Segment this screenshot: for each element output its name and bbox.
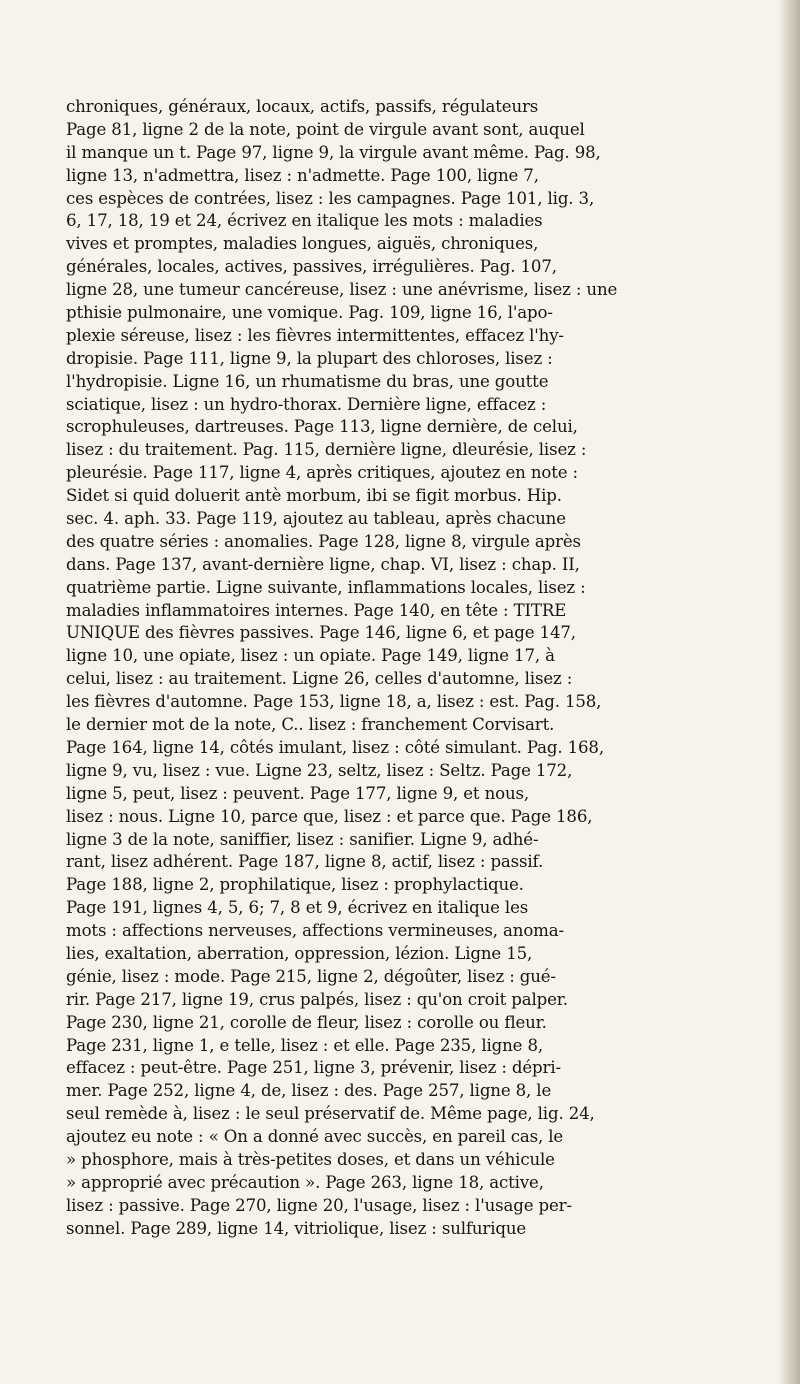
errata-line: » phosphore, mais à très-petites doses, et dans un véhicule [66, 1149, 555, 1169]
errata-line: ajoutez eu note : « On a donné avec succès, en pareil cas, le [66, 1127, 564, 1147]
errata-line: ligne 5, peut, lisez : peuvent. Page 177, ligne 9, et nous, [66, 783, 529, 803]
errata-line: Page 191, lignes 4, 5, 6; 7, 8 et 9, écrivez en italique les [66, 898, 529, 918]
errata-line: sciatique, lisez : un hydro-thorax. Dernière ligne, effacez : [66, 394, 547, 414]
page-edge-shadow [778, 0, 800, 1384]
errata-line: dropisie. Page 111, ligne 9, la plupart des chloroses, lisez : [66, 348, 553, 368]
errata-line: dans. Page 137, avant-dernière ligne, chap. VI, lisez : chap. II, [66, 554, 580, 574]
errata-line: seul remède à, lisez : le seul préservatif de. Même page, lig. 24, [66, 1104, 595, 1124]
errata-line: lisez : du traitement. Pag. 115, dernière ligne, dleurésie, lisez : [66, 440, 587, 460]
errata-line: Sidet si quid doluerit antè morbum, ibi se figit morbus. Hip. [66, 486, 562, 506]
errata-line: ces espèces de contrées, lisez : les campagnes. Page 101, lig. 3, [66, 188, 595, 208]
errata-line: Page 231, ligne 1, e telle, lisez : et elle. Page 235, ligne 8, [66, 1035, 543, 1055]
errata-line: vives et promptes, maladies longues, aiguës, chroniques, [66, 234, 539, 254]
errata-line: lies, exaltation, aberration, oppression, lézion. Ligne 15, [66, 943, 533, 963]
errata-line: plexie séreuse, lisez : les fièvres intermittentes, effacez l'hy- [66, 325, 564, 345]
errata-line: ligne 13, n'admettra, lisez : n'admette. Page 100, ligne 7, [66, 165, 539, 185]
errata-line: mots : affections nerveuses, affections vermineuses, anoma- [66, 921, 564, 941]
errata-line: le dernier mot de la note, C.. lisez : franchement Corvisart. [66, 715, 555, 735]
errata-line: UNIQUE des fièvres passives. Page 146, ligne 6, et page 147, [66, 623, 576, 643]
errata-line: l'hydropisie. Ligne 16, un rhumatisme du bras, une goutte [66, 371, 549, 391]
errata-line: rir. Page 217, ligne 19, crus palpés, lisez : qu'on croit palper. [66, 989, 568, 1009]
errata-line: lisez : passive. Page 270, ligne 20, l'usage, lisez : l'usage per- [66, 1195, 572, 1215]
errata-line: génie, lisez : mode. Page 215, ligne 2, dégoûter, lisez : gué- [66, 966, 556, 986]
errata-line: ligne 10, une opiate, lisez : un opiate. Page 149, ligne 17, à [66, 646, 555, 666]
errata-line: Page 81, ligne 2 de la note, point de virgule avant sont, auquel [66, 119, 585, 139]
errata-line: ligne 28, une tumeur cancéreuse, lisez : une anévrisme, lisez : une [66, 280, 618, 300]
errata-line: Page 164, ligne 14, côtés imulant, lisez : côté simulant. Pag. 168, [66, 737, 604, 757]
errata-line: maladies inflammatoires internes. Page 140, en tête : TITRE [66, 600, 567, 620]
errata-line: générales, locales, actives, passives, irrégulières. Pag. 107, [66, 257, 557, 277]
errata-line: sec. 4. aph. 33. Page 119, ajoutez au tableau, après chacune [66, 509, 566, 529]
errata-line: effacez : peut-être. Page 251, ligne 3, prévenir, lisez : dépri- [66, 1058, 561, 1078]
errata-line: Page 230, ligne 21, corolle de fleur, lisez : corolle ou fleur. [66, 1012, 547, 1032]
errata-line: lisez : nous. Ligne 10, parce que, lisez : et parce que. Page 186, [66, 806, 593, 826]
errata-line: celui, lisez : au traitement. Ligne 26, celles d'automne, lisez : [66, 669, 573, 689]
errata-line: scrophuleuses, dartreuses. Page 113, ligne dernière, de celui, [66, 417, 578, 437]
errata-text-block [66, 96, 760, 1241]
errata-line: 6, 17, 18, 19 et 24, écrivez en italique les mots : maladies [66, 211, 543, 231]
errata-line: ligne 9, vu, lisez : vue. Ligne 23, seltz, lisez : Seltz. Page 172, [66, 760, 573, 780]
errata-line: ligne 3 de la note, saniffier, lisez : sanifier. Ligne 9, adhé- [66, 829, 539, 849]
errata-line: il manque un t. Page 97, ligne 9, la virgule avant même. Pag. 98, [66, 142, 601, 162]
errata-line: des quatre séries : anomalies. Page 128, ligne 8, virgule après [66, 531, 581, 551]
errata-line: pleurésie. Page 117, ligne 4, après critiques, ajoutez en note : [66, 463, 578, 483]
errata-line: quatrième partie. Ligne suivante, inflammations locales, lisez : [66, 577, 586, 597]
errata-line: Page 188, ligne 2, prophilatique, lisez : prophylactique. [66, 875, 524, 895]
errata-line: » approprié avec précaution ». Page 263, ligne 18, active, [66, 1172, 544, 1192]
errata-line: rant, lisez adhérent. Page 187, ligne 8, actif, lisez : passif. [66, 852, 544, 872]
errata-line: mer. Page 252, ligne 4, de, lisez : des. Page 257, ligne 8, le [66, 1081, 552, 1101]
errata-line: sonnel. Page 289, ligne 14, vitriolique, lisez : sulfurique [66, 1218, 527, 1238]
errata-line: pthisie pulmonaire, une vomique. Pag. 109, ligne 16, l'apo- [66, 303, 553, 323]
errata-line: chroniques, généraux, locaux, actifs, passifs, régulateurs [66, 97, 539, 116]
errata-line: les fièvres d'automne. Page 153, ligne 18, a, lisez : est. Pag. 158, [66, 692, 602, 712]
